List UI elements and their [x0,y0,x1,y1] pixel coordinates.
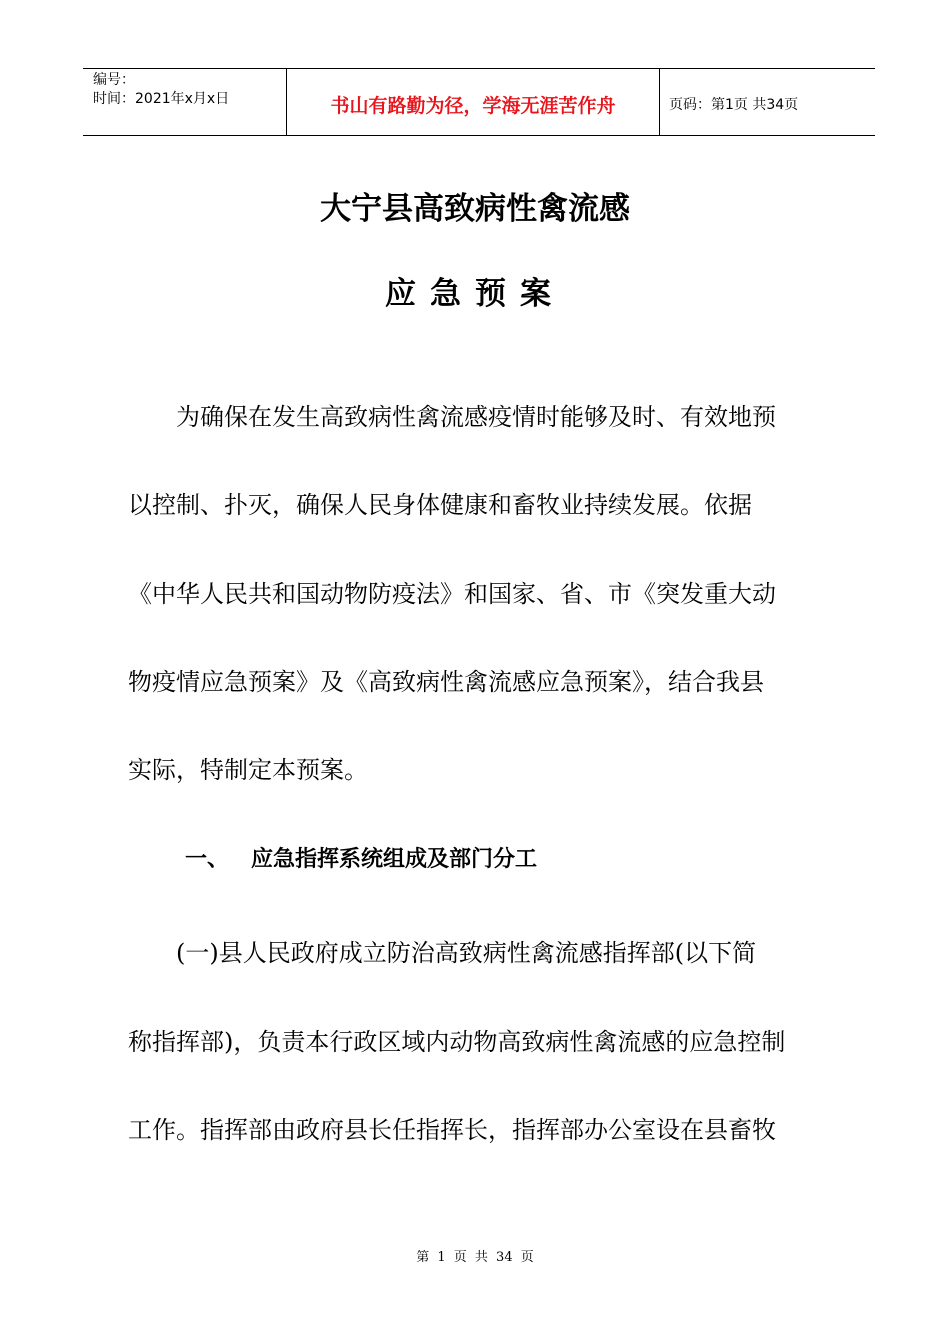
body-line: (一)县人民政府成立防治高致病性禽流感指挥部(以下简 [128,939,757,967]
document-subtitle: 应急预案 [385,276,565,312]
body-line: 以控制、扑灭，确保人民身体健康和畜牧业持续发展。依据 [128,491,752,519]
number-label: 编号： [93,72,135,88]
body-line: 工作。指挥部由政府县长任指挥长，指挥部办公室设在县畜牧 [128,1116,776,1144]
page-footer: 第 1 页 共 34 页 [416,1250,534,1265]
body-line: 《中华人民共和国动物防疫法》和国家、省、市《突发重大动 [128,580,776,608]
time-label: 时间：2021年x月x日 [93,91,230,107]
page-header [83,68,875,136]
body-line: 为确保在发生高致病性禽流感疫情时能够及时、有效地预 [128,403,776,431]
header-motto: 书山有路勤为径，学海无涯苦作舟 [286,69,660,135]
section-heading [185,842,537,873]
body-line: 物疫情应急预案》及《高致病性禽流感应急预案》，结合我县 [128,668,764,696]
header-page-info: 页码：第1页 共34页 [669,97,799,113]
header-meta [83,69,286,135]
section-number: 一、 [185,847,230,872]
body-line: 称指挥部)，负责本行政区域内动物高致病性禽流感的应急控制 [128,1028,786,1056]
body-line: 实际，特制定本预案。 [128,756,368,784]
document-title: 大宁县高致病性禽流感 [320,191,630,227]
section-heading-text: 应急指挥系统组成及部门分工 [251,847,538,872]
